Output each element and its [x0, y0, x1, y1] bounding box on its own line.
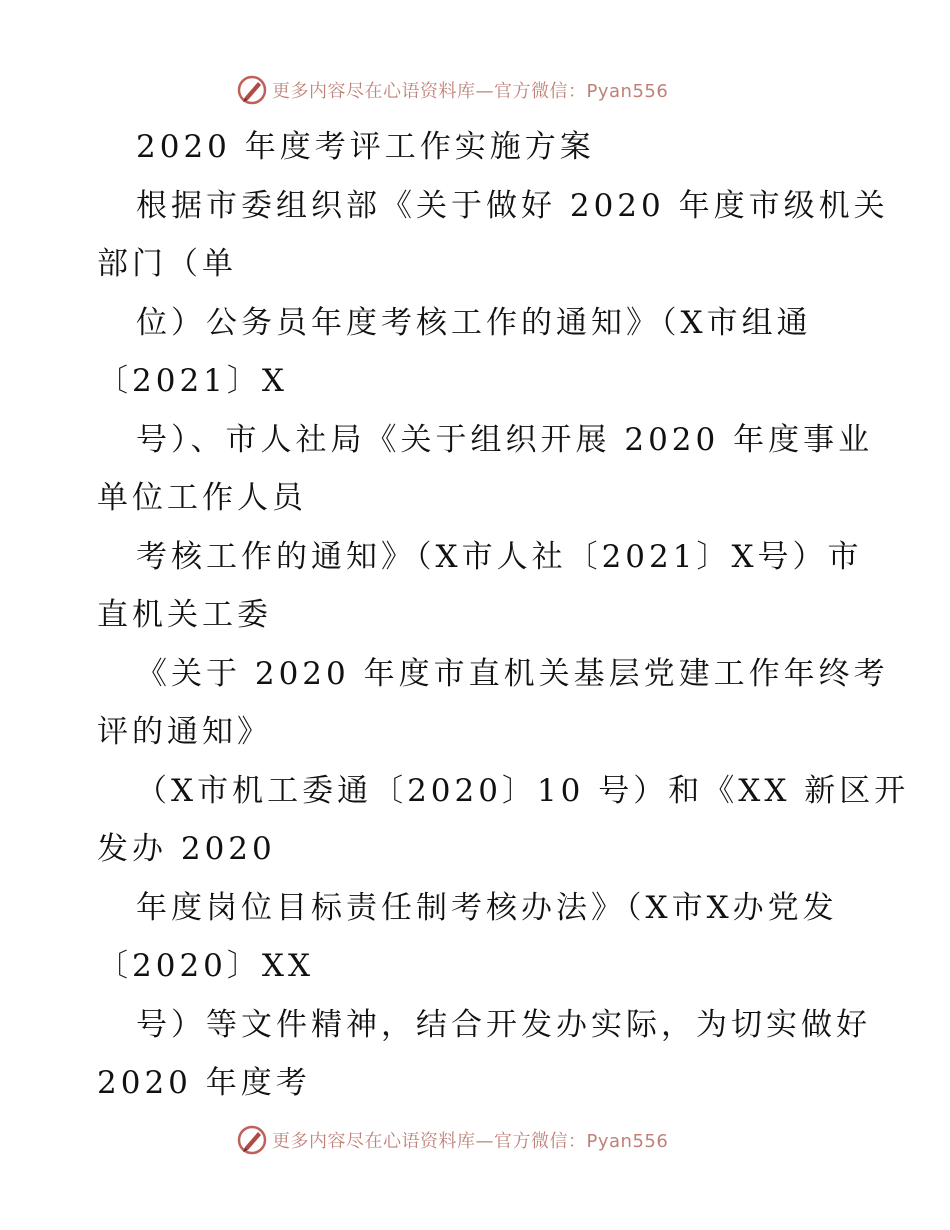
paragraph-line: 2020 年度考 [97, 1065, 311, 1101]
paragraph-line: 评的通知》 [97, 714, 272, 750]
watermark-text: 更多内容尽在心语资料库—官方微信：Pyan556 [272, 81, 669, 102]
paragraph-line: 发办 2020 [97, 831, 276, 867]
header-watermark [236, 73, 668, 107]
paragraph-line: 考核工作的通知》（X市人社〔2021〕X号）市 [136, 539, 863, 575]
paragraph-line: 《关于 2020 年度市直机关基层党建工作年终考 [136, 656, 889, 692]
pen-circle-logo-icon [236, 1124, 268, 1156]
paragraph-line: 根据市委组织部《关于做好 2020 年度市级机关 [136, 188, 889, 224]
paragraph-line: 号）等文件精神，结合开发办实际，为切实做好 [136, 1007, 871, 1043]
paragraph-line: 〔2020〕XX [97, 948, 315, 984]
footer-watermark [236, 1123, 668, 1157]
paragraph-line: （X市机工委通〔2020〕10 号）和《XX 新区开 [136, 773, 910, 809]
watermark-text: 更多内容尽在心语资料库—官方微信：Pyan556 [272, 1131, 669, 1152]
paragraph-line: 号）、市人社局《关于组织开展 2020 年度事业 [136, 422, 874, 458]
paragraph-line: 单位工作人员 [97, 480, 307, 516]
paragraph-line: 位）公务员年度考核工作的通知》（X市组通 [136, 305, 812, 341]
paragraph-line: 直机关工委 [97, 597, 272, 633]
paragraph-line: 部门（单 [97, 246, 237, 282]
pen-circle-logo-icon [236, 74, 268, 106]
paragraph-line: 〔2021〕X [97, 363, 288, 399]
paragraph-line: 年度岗位目标责任制考核办法》（X市X办党发 [136, 890, 838, 926]
document-title: 2020 年度考评工作实施方案 [136, 129, 595, 165]
